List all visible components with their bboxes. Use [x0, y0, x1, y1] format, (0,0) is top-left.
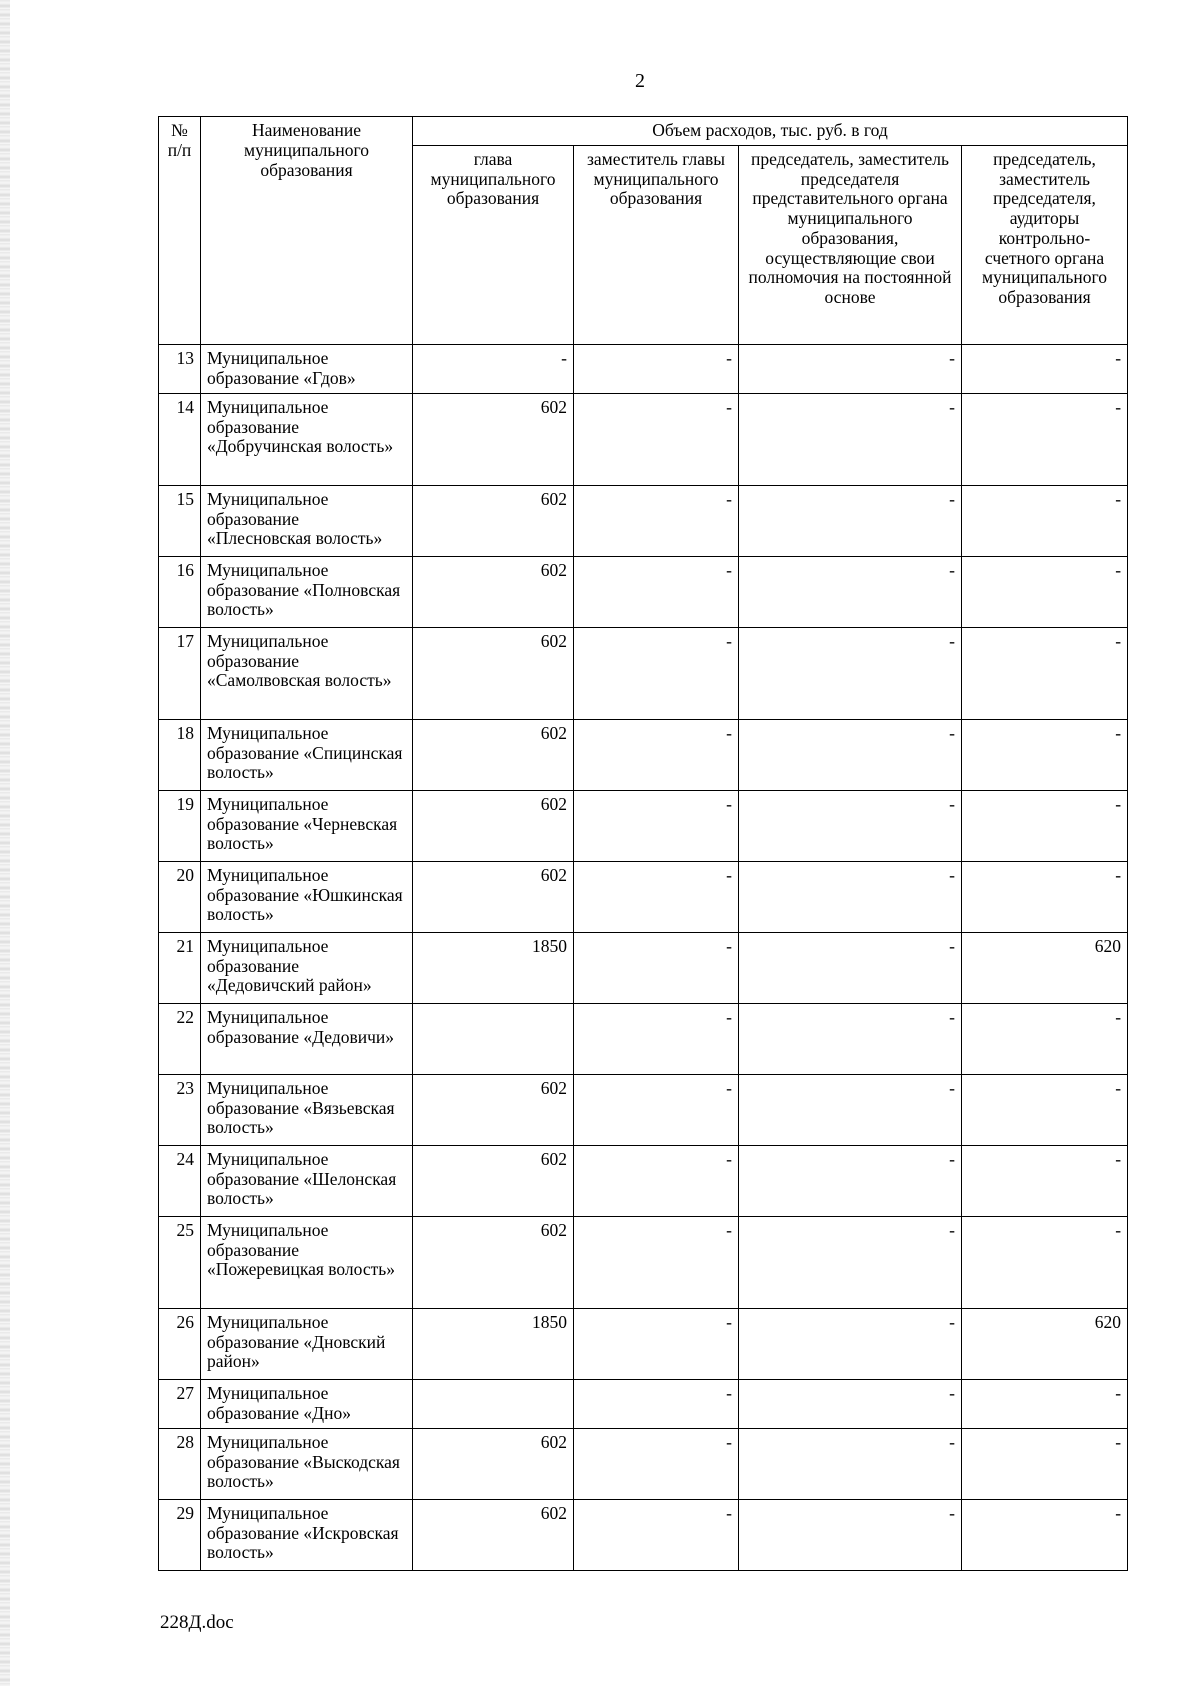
- row-head-value: 1850: [413, 1308, 574, 1379]
- row-audit-value: -: [962, 1428, 1128, 1499]
- row-number: 29: [159, 1499, 201, 1570]
- table-row: [159, 1003, 1128, 1074]
- row-number: 22: [159, 1003, 201, 1074]
- row-audit-value: -: [962, 719, 1128, 790]
- row-audit-value: -: [962, 1003, 1128, 1074]
- header-deputy: заместитель главы муниципального образования: [574, 145, 739, 344]
- row-representative-value: -: [739, 627, 962, 719]
- row-deputy-value: -: [574, 556, 739, 627]
- row-deputy-value: -: [574, 1216, 739, 1308]
- row-number: 14: [159, 393, 201, 485]
- table-row: [159, 932, 1128, 1003]
- row-representative-value: -: [739, 1499, 962, 1570]
- row-name: Муниципальное образование «Самолвовская волость»: [201, 627, 413, 719]
- row-number: 15: [159, 485, 201, 556]
- row-name: Муниципальное образование «Дедовичский район»: [201, 932, 413, 1003]
- row-deputy-value: -: [574, 790, 739, 861]
- row-name: Муниципальное образование «Дновский район»: [201, 1308, 413, 1379]
- row-deputy-value: -: [574, 861, 739, 932]
- row-deputy-value: -: [574, 485, 739, 556]
- table-row: [159, 393, 1128, 485]
- row-number: 13: [159, 344, 201, 393]
- row-deputy-value: -: [574, 1499, 739, 1570]
- row-audit-value: -: [962, 1074, 1128, 1145]
- row-deputy-value: -: [574, 1379, 739, 1428]
- row-name: Муниципальное образование «Пожеревицкая волость»: [201, 1216, 413, 1308]
- row-head-value: 602: [413, 1499, 574, 1570]
- header-head: глава муниципального образования: [413, 145, 574, 344]
- table-row: [159, 1499, 1128, 1570]
- row-number: 16: [159, 556, 201, 627]
- row-name: Муниципальное образование «Полновская волость»: [201, 556, 413, 627]
- row-head-value: 602: [413, 393, 574, 485]
- row-number: 21: [159, 932, 201, 1003]
- row-head-value: [413, 1003, 574, 1074]
- row-audit-value: -: [962, 861, 1128, 932]
- footer-filename: 228Д.doc: [160, 1612, 234, 1633]
- row-name: Муниципальное образование «Вязьевская волость»: [201, 1074, 413, 1145]
- row-audit-value: 620: [962, 1308, 1128, 1379]
- row-name: Муниципальное образование «Юшкинская волость»: [201, 861, 413, 932]
- row-head-value: 602: [413, 1074, 574, 1145]
- row-number: 19: [159, 790, 201, 861]
- row-deputy-value: -: [574, 627, 739, 719]
- row-audit-value: -: [962, 393, 1128, 485]
- table-row: [159, 1216, 1128, 1308]
- row-audit-value: -: [962, 556, 1128, 627]
- row-head-value: 602: [413, 861, 574, 932]
- row-head-value: 1850: [413, 932, 574, 1003]
- row-number: 24: [159, 1145, 201, 1216]
- scan-edge: [0, 0, 10, 1686]
- row-representative-value: -: [739, 556, 962, 627]
- row-deputy-value: -: [574, 1003, 739, 1074]
- row-audit-value: -: [962, 627, 1128, 719]
- row-name: Муниципальное образование «Дедовичи»: [201, 1003, 413, 1074]
- row-representative-value: -: [739, 1145, 962, 1216]
- row-head-value: 602: [413, 790, 574, 861]
- row-audit-value: -: [962, 1145, 1128, 1216]
- table-row: [159, 1428, 1128, 1499]
- table-row: [159, 1308, 1128, 1379]
- row-representative-value: -: [739, 932, 962, 1003]
- row-representative-value: -: [739, 344, 962, 393]
- row-audit-value: -: [962, 1379, 1128, 1428]
- row-head-value: 602: [413, 1216, 574, 1308]
- header-representative: председатель, заместитель председателя представительного органа муниципального образования, осуществляющие свои полномочия на постоянной основе: [739, 145, 962, 344]
- row-head-value: 602: [413, 1145, 574, 1216]
- row-audit-value: -: [962, 790, 1128, 861]
- row-audit-value: -: [962, 344, 1128, 393]
- row-audit-value: -: [962, 1499, 1128, 1570]
- row-representative-value: -: [739, 393, 962, 485]
- row-representative-value: -: [739, 1379, 962, 1428]
- header-audit: председатель, заместитель председателя, аудиторы контрольно-счетного органа муниципального образования: [962, 145, 1128, 344]
- table-row: [159, 485, 1128, 556]
- row-representative-value: -: [739, 1216, 962, 1308]
- row-head-value: -: [413, 344, 574, 393]
- row-head-value: 602: [413, 1428, 574, 1499]
- row-name: Муниципальное образование «Шелонская волость»: [201, 1145, 413, 1216]
- row-name: Муниципальное образование «Черневская волость»: [201, 790, 413, 861]
- page-number: 2: [635, 70, 645, 92]
- table-row: [159, 861, 1128, 932]
- row-representative-value: -: [739, 1003, 962, 1074]
- row-representative-value: -: [739, 861, 962, 932]
- table-row: [159, 627, 1128, 719]
- header-expense-group: Объем расходов, тыс. руб. в год: [413, 117, 1128, 146]
- table-row: [159, 556, 1128, 627]
- row-representative-value: -: [739, 1074, 962, 1145]
- row-head-value: 602: [413, 485, 574, 556]
- row-audit-value: -: [962, 485, 1128, 556]
- row-deputy-value: -: [574, 932, 739, 1003]
- row-name: Муниципальное образование «Дно»: [201, 1379, 413, 1428]
- row-name: Муниципальное образование «Плесновская волость»: [201, 485, 413, 556]
- row-name: Муниципальное образование «Выскодская волость»: [201, 1428, 413, 1499]
- row-head-value: 602: [413, 556, 574, 627]
- row-number: 25: [159, 1216, 201, 1308]
- row-number: 18: [159, 719, 201, 790]
- row-audit-value: 620: [962, 932, 1128, 1003]
- row-representative-value: -: [739, 1308, 962, 1379]
- row-name: Муниципальное образование «Искровская волость»: [201, 1499, 413, 1570]
- row-deputy-value: -: [574, 1308, 739, 1379]
- table-row: [159, 344, 1128, 393]
- row-head-value: 602: [413, 627, 574, 719]
- row-deputy-value: -: [574, 1145, 739, 1216]
- row-deputy-value: -: [574, 393, 739, 485]
- header-name: Наименование муниципального образования: [201, 117, 413, 345]
- row-deputy-value: -: [574, 1428, 739, 1499]
- header-number: № п/п: [159, 117, 201, 345]
- row-representative-value: -: [739, 1428, 962, 1499]
- row-name: Муниципальное образование «Добручинская волость»: [201, 393, 413, 485]
- row-deputy-value: -: [574, 344, 739, 393]
- row-representative-value: -: [739, 790, 962, 861]
- row-deputy-value: -: [574, 719, 739, 790]
- row-name: Муниципальное образование «Гдов»: [201, 344, 413, 393]
- row-number: 23: [159, 1074, 201, 1145]
- row-number: 28: [159, 1428, 201, 1499]
- row-number: 27: [159, 1379, 201, 1428]
- row-name: Муниципальное образование «Спицинская волость»: [201, 719, 413, 790]
- table-row: [159, 1074, 1128, 1145]
- row-representative-value: -: [739, 485, 962, 556]
- row-number: 20: [159, 861, 201, 932]
- row-head-value: [413, 1379, 574, 1428]
- table-row: [159, 719, 1128, 790]
- row-number: 26: [159, 1308, 201, 1379]
- row-audit-value: -: [962, 1216, 1128, 1308]
- row-head-value: 602: [413, 719, 574, 790]
- table-row: [159, 1145, 1128, 1216]
- expense-table: [158, 116, 1128, 1571]
- table-row: [159, 790, 1128, 861]
- table-row: [159, 1379, 1128, 1428]
- row-deputy-value: -: [574, 1074, 739, 1145]
- row-representative-value: -: [739, 719, 962, 790]
- row-number: 17: [159, 627, 201, 719]
- table-body: [159, 344, 1128, 1570]
